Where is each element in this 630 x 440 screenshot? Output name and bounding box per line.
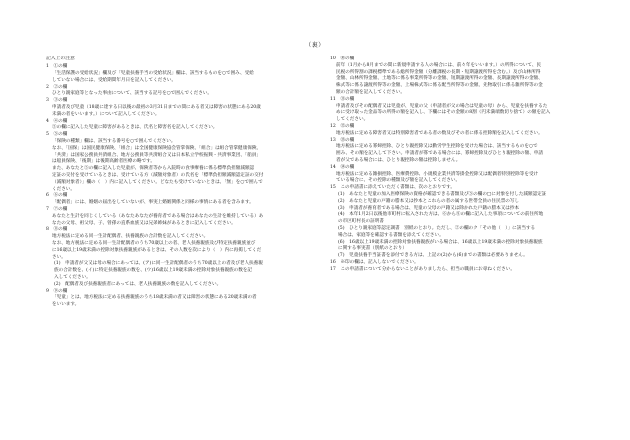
instruction-item-text: 地方税法に定める同一生計配偶者、扶養親族の合計数を記入してください。 <box>52 234 209 240</box>
instruction-item-text: なお、地方税法に定める同一生計配偶者のうち70歳以上の者、老人扶養親族及び特定扶養親族並び <box>52 241 256 247</box>
instruction-item <box>330 267 592 274</box>
instruction-item <box>46 207 308 227</box>
instruction-item <box>46 227 308 288</box>
instruction-sub-item: (5) ひとり親家庭等認定調書 別紙のとおり。ただし、②の欄のク「その他（ ）」に該当する <box>338 225 536 231</box>
instruction-item <box>46 193 308 207</box>
instruction-item <box>46 64 308 84</box>
instruction-item-text: あなたと生計を同じくしている（あなたあなたが養育者である場合はあなたの生計を維持している）あ <box>52 213 264 219</box>
instruction-sub-item: (6) 16歳以上19歳未満の控除対象扶養親族がいる場合は、16歳以上19歳未満の控除対象扶養親族 <box>338 239 543 245</box>
instruction-item-heading: 16 ※印の欄は、記入しないでください。 <box>330 259 419 265</box>
instruction-item-text: 定証の交付を受けているときは、受けている方（減額対象者）の氏名を「標準負担額減額認定証の交付 <box>52 173 264 179</box>
instruction-item-text: 未満の者をいいます。）について記入してください。 <box>52 111 160 117</box>
instruction-item <box>330 185 592 260</box>
instruction-item-text: ひとり親家庭等となった事由について、該当する記号を○で囲んでください。 <box>52 91 213 97</box>
instruction-sub-item: (3) 申請者が養育者である場合は、児童の父母の戸籍又は除かれた戸籍の謄本又は抄本 <box>338 205 520 211</box>
instruction-item-text: 「児童」とは、地方税法に定める扶養親族のうち18歳未満の者又は障害の状態にある20歳未満の者 <box>52 295 257 301</box>
instruction-item-text: 申請者及びその配偶者又は児童が、児童の父（申請者が父の場合は児童の母）から、児童を扶養するた <box>336 103 548 109</box>
instruction-item-text: 額の合計額を記入してください。 <box>336 89 405 95</box>
instruction-item-heading: 3 ③の欄 <box>46 98 68 104</box>
instruction-item <box>330 138 592 165</box>
instruction-item-heading: 15 この申請書に添えていただく書類は、次のとおりです。 <box>330 185 455 191</box>
instruction-sub-item: 入してください。 <box>54 275 91 280</box>
instruction-item-text: 囲み、その額を記入して下さい。申請者が寡である場合には、寡婦控除及びひとり親控除の額、申請 <box>336 151 543 157</box>
instruction-item-text: また、あなたと⑤の欄に記入した児童が、保険者等から入院時の食事療養に係る標準負担額減額認 <box>52 166 255 172</box>
instruction-item-text: をいいます。 <box>52 302 80 308</box>
instruction-sub-item: (2) あなたと児童の戸籍の謄本又は抄本とこれらの者の属する世帯全員の住民票の写し <box>338 198 520 204</box>
instruction-item <box>46 289 308 309</box>
instruction-sub-item: (7) 児童扶養手当証書を添付できる方は、上記の(2)から(6)までの書類は必要ありません。 <box>338 253 528 259</box>
instruction-item-text: （減額対象者）」欄の（ ）内に記入してください。どなたも受けていないときは、「無」を○で囲んで <box>52 179 263 185</box>
instruction-item <box>46 119 308 133</box>
instruction-item-text: 地方税法に定める寡婦控除、ひとり親控除又は勤労学生控除を受けた場合は、該当するものを○で <box>336 144 538 150</box>
instruction-item <box>330 165 592 185</box>
instruction-item-heading: 14 ⑭の欄 <box>330 164 355 170</box>
instruction-item-text: 前年（1月から8月までの間に新規申請する人の場合には、前々年をいいます。）の所得について、民 <box>336 62 542 68</box>
instruction-item-text: 「保険の種類」欄は、該当する番号を○で囲んでください。 <box>52 139 176 145</box>
instruction-item <box>46 98 308 118</box>
right-column <box>330 56 592 274</box>
instruction-item <box>330 260 592 267</box>
instruction-item <box>46 85 308 99</box>
instruction-item-text: に16歳以上19歳未満の控除対象扶養親族があるときは、その人数を次により（ ）内に再掲してくだ <box>52 247 262 253</box>
instruction-item <box>46 132 308 193</box>
instruction-item-heading: 13 ⑬の欄 <box>330 137 355 143</box>
instruction-sub-item: 場合は、家庭等を確認する書類を添えてください。 <box>338 232 444 238</box>
instruction-item-heading: 2 ②の欄 <box>46 84 68 90</box>
instruction-item-text: 地方税法に定める障害者又は特別障害者である者の数及びその者に係る控除額を記入してください。 <box>336 130 543 136</box>
instruction-item-text: 「共済」は国家公務員共済組合、地方公務員等共済組合又は日本私立学校振興・共済事業団、「船員」 <box>52 152 262 158</box>
instruction-item-text: してください。 <box>336 117 369 123</box>
instruction-sub-item: に関する事実書（別紙のとおり） <box>338 246 407 252</box>
instruction-item-heading: 11 ⑪の欄 <box>330 96 355 102</box>
instruction-item-text: なお、「国保」は国民健康保険、「組合」は全国健康保険協会管掌保険、「組合」は組合管掌健康保険、 <box>52 145 262 151</box>
instruction-item <box>330 124 592 138</box>
instruction-item-text: は船員保険、「後期」は後期高齢者医療の略です。 <box>52 159 155 165</box>
instruction-item-heading: 10 ⑩の欄 <box>330 56 355 61</box>
instruction-item-text: 「配偶者」には、婚姻の届出をしていないが、事実上婚姻関係と同様の事情にある者を含みます。 <box>52 200 254 206</box>
instruction-item-text: 民税の所得割の課税標準である総所得金額（分離課税の長期・短期譲渡所得を含む。）及び山林所得 <box>336 69 541 75</box>
instruction-item-text: していない場合には、受給期間年月日を記入してください。 <box>52 77 177 83</box>
instruction-item-heading: 6 ⑥の欄 <box>46 193 68 199</box>
instruction-item-text: 株式等に係る譲渡所得等の金額、上場株式等に係る配当所得等の金額、先物取引に係る雑所得等の金 <box>336 83 543 89</box>
instruction-item-text: 金額、山林所得金額、土地等に係る事業所得等の金額、短期譲渡所得の金額、長期譲渡所得の金額、 <box>336 76 543 82</box>
left-column <box>46 56 308 309</box>
instruction-item-heading: 1 ①の欄 <box>46 64 68 70</box>
instruction-sub-item: 族の合計数を、(イ)に特定扶養親族の数を、(ウ)16歳以上19歳未満の控除対象扶養親族の数を記 <box>54 268 253 274</box>
page-side-marker <box>0 40 630 49</box>
instruction-sub-item: (4) 本年1月2日以後他市町村に転入された方は、⑥から⑧の欄に記入した事項についての前住所地 <box>338 212 544 218</box>
instruction-item-text: さい。 <box>52 254 66 260</box>
instruction-item-text: 申請者及び児童（18歳に達する日以後の最初の3月31日までの間にある者又は障害の状態にある20歳 <box>52 105 261 111</box>
page-side-label: （裏） <box>305 42 325 49</box>
instruction-sub-item: (1) あなたと児童の加入医療保険の資格が確認できる書類及び⑤の欄の□に対象を付した減額認定証 <box>338 191 547 197</box>
instruction-item-text: 地方税法に定める雑損控除、医療費控除、小規模企業共済等掛金控除又は配偶者特別控除等を受け <box>336 171 539 177</box>
instruction-item-heading: 9 ⑨の欄 <box>46 288 68 294</box>
instruction-item <box>330 97 592 124</box>
instruction-item-text: ⑤の欄に記入した児童に障害があるときは、氏名と障害名を記入してください。 <box>52 125 218 131</box>
instruction-item-heading: 7 ⑦の欄 <box>46 207 68 213</box>
instruction-sub-item: の市区町村長の証明書 <box>338 219 384 225</box>
instruction-item-heading: 17 この申請書について分からないことがありましたら、担当の職員にお尋ねください。 <box>330 266 515 272</box>
instruction-item-text: 者が父である場合には、ひとり親控除の額は控除しません。 <box>336 157 461 163</box>
instruction-sub-item: (1) 申請者が父又は母の場合にあっては、(ア)に同一生計配偶者のうち70歳以上の者及び老人扶養親 <box>54 261 263 267</box>
document-title: 記入上の注意 <box>46 56 75 61</box>
instruction-item-text: ください。 <box>52 186 75 192</box>
instruction-item-heading: 4 ④の欄 <box>46 118 68 124</box>
instruction-item-heading: 8 ⑧の欄 <box>46 227 68 233</box>
instruction-item-text: めに受け取った金品等の所得の額を記入し、下欄にはその金額の8割（円未満端数切り捨て）の額を記入 <box>336 110 551 116</box>
instruction-item-text: 「生活保護の受給状況」欄及び「児童扶養手当の受給状況」欄は、該当するものを○で囲み、受給 <box>52 71 254 77</box>
instruction-item-heading: 12 ⑫の欄 <box>330 123 355 129</box>
instruction-item-text: なたの父母、祖父母、子、曾孫の直系血族又は兄弟姉妹があるときに記入してください。 <box>52 220 236 226</box>
instruction-item <box>330 56 592 97</box>
instruction-item-text: ている場合に、その控除の種類及び額を記入してください。 <box>336 178 461 184</box>
instruction-sub-item: (2) 配偶者及び扶養親族者にあっては、老人扶養親族の数を記入してください。 <box>54 281 222 287</box>
instruction-item-heading: 5 ⑤の欄 <box>46 132 68 138</box>
